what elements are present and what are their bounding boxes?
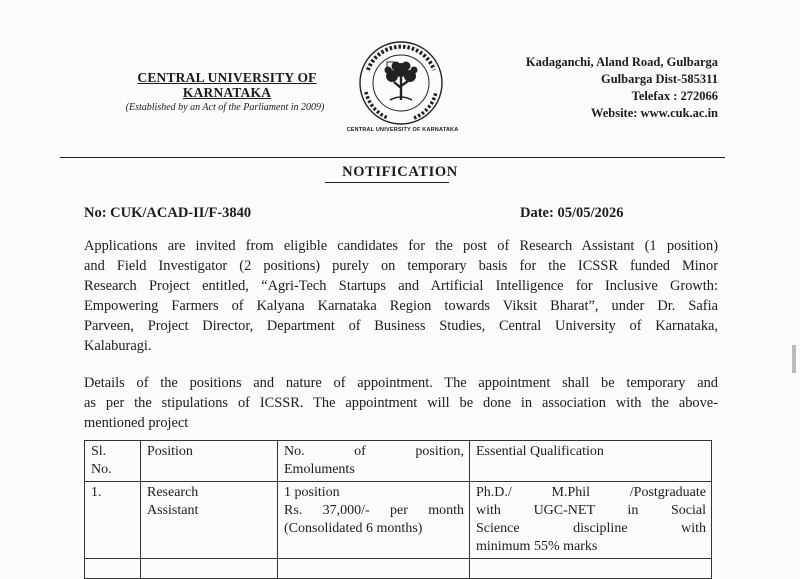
title-underline (325, 182, 449, 183)
paragraph-line: and Field Investigator (2 positions) purely on temporary basis for the ICSSR funded Minor (84, 258, 718, 274)
notification-title: NOTIFICATION (342, 164, 458, 180)
cell-emol-line: Rs. 37,000/- per month (284, 503, 464, 518)
header-sl: Sl. (91, 444, 107, 459)
paragraph-line: Research Project entitled, “Agri-Tech Startups and Artificial Intelligence for Inclusive Growth: (84, 278, 718, 294)
cell-empty (278, 559, 470, 579)
header-emol-line: Emoluments (284, 462, 355, 477)
cell-empty (141, 559, 278, 579)
telefax: Telefax : 272066 (631, 89, 718, 103)
header-sl-no (85, 441, 141, 482)
notification-date: Date: 05/05/2026 (520, 205, 624, 221)
table-row-partial (85, 559, 712, 579)
website: Website: www.cuk.ac.in (590, 106, 718, 120)
logo-caption: CENTRAL UNIVERSITY OF KARNATAKA (346, 127, 459, 133)
header-position: Position (141, 441, 278, 482)
paragraph-invitation (84, 236, 718, 356)
paragraph-line: Empowering Farmers of Kalyana Karnataka Region towards Viksit Bharat”, under Dr. Safia (84, 298, 718, 314)
paragraph-line: Parveen, Project Director, Department of Business Studies, Central University of Karnataka, (84, 318, 718, 334)
reference-number: No: CUK/ACAD-II/F-3840 (84, 205, 252, 221)
cell-emol-line: 1 position (284, 485, 340, 500)
header-no: No. (91, 462, 112, 477)
university-seal-logo (358, 40, 444, 126)
paragraph-line: Kalaburagi. (84, 338, 152, 354)
cell-position (141, 482, 278, 559)
university-name-line1: CENTRAL UNIVERSITY OF (137, 70, 317, 85)
cell-emoluments (278, 482, 470, 559)
cell-empty (470, 559, 712, 579)
header-emol-line: No. of position, (284, 444, 464, 459)
cell-qual-line: Ph.D./ M.Phil /Postgraduate (476, 485, 706, 500)
paragraph-line: Applications are invited from eligible candidates for the post of Research Assistant (1 position) (84, 238, 718, 254)
address-block (488, 54, 718, 122)
address-line: Gulbarga Dist-585311 (600, 72, 718, 86)
paragraph-line: as per the stipulations of ICSSR. The appointment will be done in association with the above- (84, 395, 718, 411)
cell-position-line: Assistant (147, 503, 199, 518)
table-header-row (85, 441, 712, 482)
header-emoluments (278, 441, 470, 482)
scan-edge-mark (792, 345, 796, 373)
header-qualification: Essential Qualification (470, 441, 712, 482)
university-name-line2: KARNATAKA (182, 85, 272, 100)
paragraph-details (84, 373, 718, 433)
establishment-note: (Established by an Act of the Parliament in 2009) (125, 102, 325, 113)
cell-qual-line: with UGC-NET in Social (476, 503, 706, 518)
header-divider (60, 157, 725, 158)
cell-position-line: Research (147, 485, 199, 500)
positions-table (84, 440, 712, 579)
cell-qual-line: minimum 55% marks (476, 539, 598, 554)
cell-qual-line: Science discipline with (476, 521, 706, 536)
cell-qualification (470, 482, 712, 559)
table-row (85, 482, 712, 559)
paragraph-line: mentioned project (84, 415, 189, 431)
cell-empty (85, 559, 141, 579)
cell-sl: 1. (85, 482, 141, 559)
university-name (122, 70, 332, 100)
paragraph-line: Details of the positions and nature of appointment. The appointment shall be temporary and (84, 375, 718, 391)
address-line: Kadaganchi, Aland Road, Gulbarga (525, 55, 718, 69)
cell-emol-line: (Consolidated 6 months) (284, 521, 423, 536)
